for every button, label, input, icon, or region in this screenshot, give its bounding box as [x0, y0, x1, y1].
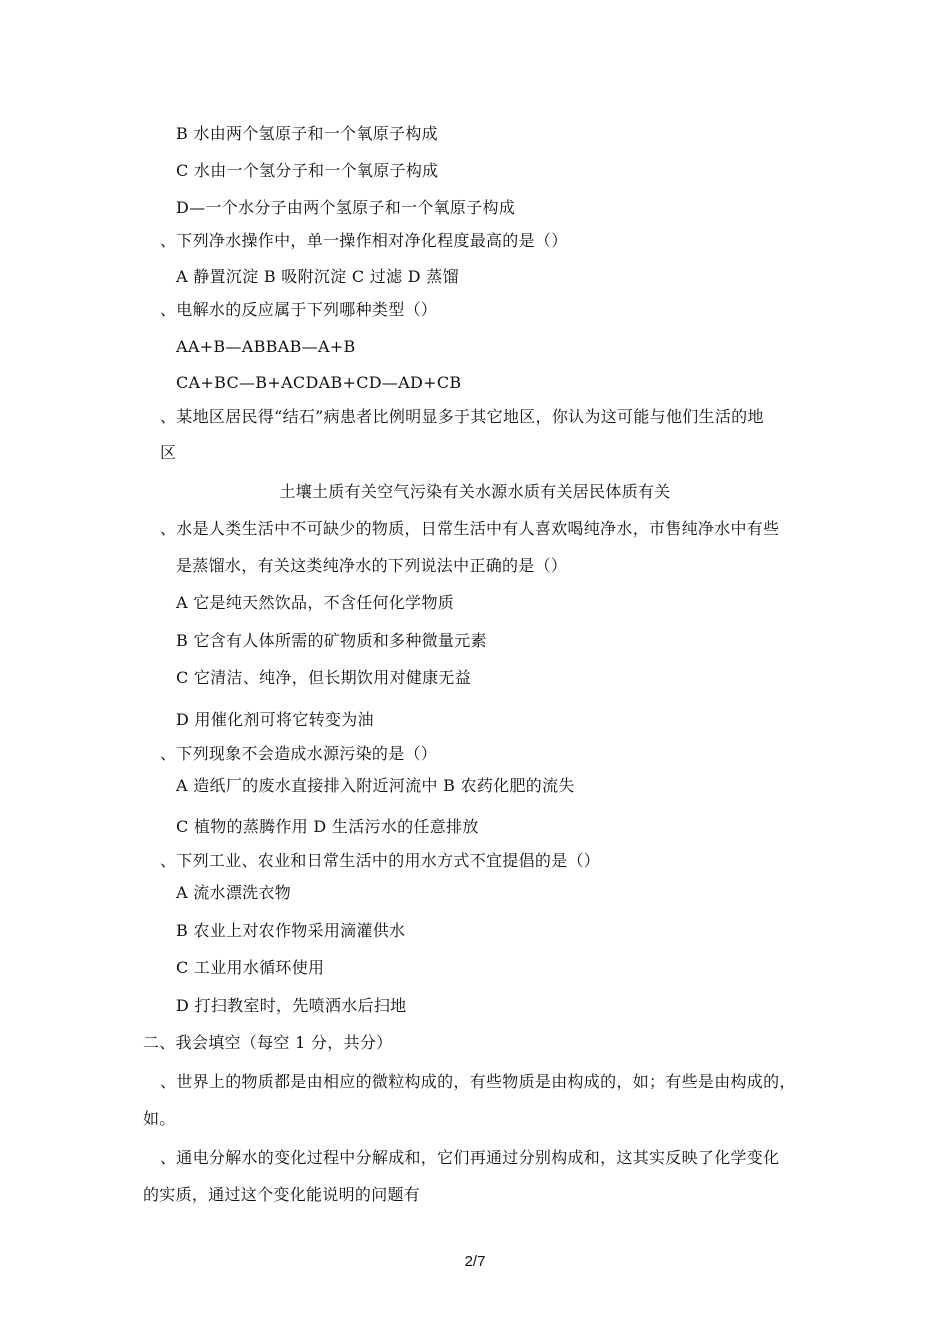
option-c-water-use: C 工业用水循环使用 — [176, 958, 325, 977]
options-reaction-types-cd: CA+BC—B+ACDAB+CD—AD+CB — [176, 373, 462, 392]
option-c-pure-water: C 它清洁、纯净，但长期饮用对健康无益 — [176, 668, 472, 687]
fill-question-electrolysis-cont: 的实质，通过这个变化能说明的问题有 — [143, 1185, 421, 1204]
fill-question-particles: 、世界上的物质都是由相应的微粒构成的，有些物质是由构成的，如；有些是由构成的， — [160, 1072, 796, 1091]
option-d-water-use: D 打扫教室时，先喷洒水后扫地 — [176, 996, 407, 1015]
question-water-purification: 、下列净水操作中，单一操作相对净化程度最高的是（） — [160, 231, 568, 250]
question-water-pollution: 、下列现象不会造成水源污染的是（） — [160, 744, 438, 763]
section-heading-fill-in: 二、我会填空（每空 1 分，共分） — [143, 1033, 393, 1052]
question-pure-water-cont: 是蒸馏水，有关这类纯净水的下列说法中正确的是（） — [176, 556, 568, 575]
option-d-pure-water: D 用催化剂可将它转变为油 — [176, 710, 374, 729]
options-kidney-stones: 土壤土质有关空气污染有关水源水质有关居民体质有关 — [279, 482, 671, 501]
options-pollution-cd: C 植物的蒸腾作用 D 生活污水的任意排放 — [176, 817, 479, 836]
options-reaction-types-ab: AA+B—ABBAB—A+B — [176, 337, 356, 356]
options-pollution-ab: A 造纸厂的废水直接排入附近河流中 B 农药化肥的流失 — [176, 776, 575, 795]
option-c-water-composition: C 水由一个氢分子和一个氧原子构成 — [176, 161, 439, 180]
fill-question-particles-cont: 如。 — [143, 1109, 176, 1128]
question-kidney-stones-cont: 区 — [160, 443, 177, 462]
option-a-water-use: A 流水漂洗衣物 — [176, 883, 292, 902]
question-electrolysis-type: 、电解水的反应属于下列哪种类型（） — [160, 300, 438, 319]
question-kidney-stones: 、某地区居民得“结石”病患者比例明显多于其它地区，你认为这可能与他们生活的地 — [160, 407, 764, 426]
option-a-pure-water: A 它是纯天然饮品，不含任何化学物质 — [176, 593, 455, 612]
option-b-water-composition: B 水由两个氢原子和一个氧原子构成 — [176, 124, 438, 143]
question-water-use: 、下列工业、农业和日常生活中的用水方式不宜提倡的是（） — [160, 851, 601, 870]
page-number: 2/7 — [464, 1253, 486, 1270]
option-b-water-use: B 农业上对农作物采用滴灌供水 — [176, 921, 406, 940]
fill-question-electrolysis: 、通电分解水的变化过程中分解成和，它们再通过分别构成和，这其实反映了化学变化 — [160, 1148, 780, 1167]
option-b-pure-water: B 它含有人体所需的矿物质和多种微量元素 — [176, 631, 487, 650]
question-pure-water: 、水是人类生活中不可缺少的物质，日常生活中有人喜欢喝纯净水，市售纯净水中有些 — [160, 519, 780, 538]
option-d-water-molecule: D—一个水分子由两个氢原子和一个氧原子构成 — [176, 198, 516, 217]
options-purification-methods: A 静置沉淀 B 吸附沉淀 C 过滤 D 蒸馏 — [176, 267, 459, 286]
